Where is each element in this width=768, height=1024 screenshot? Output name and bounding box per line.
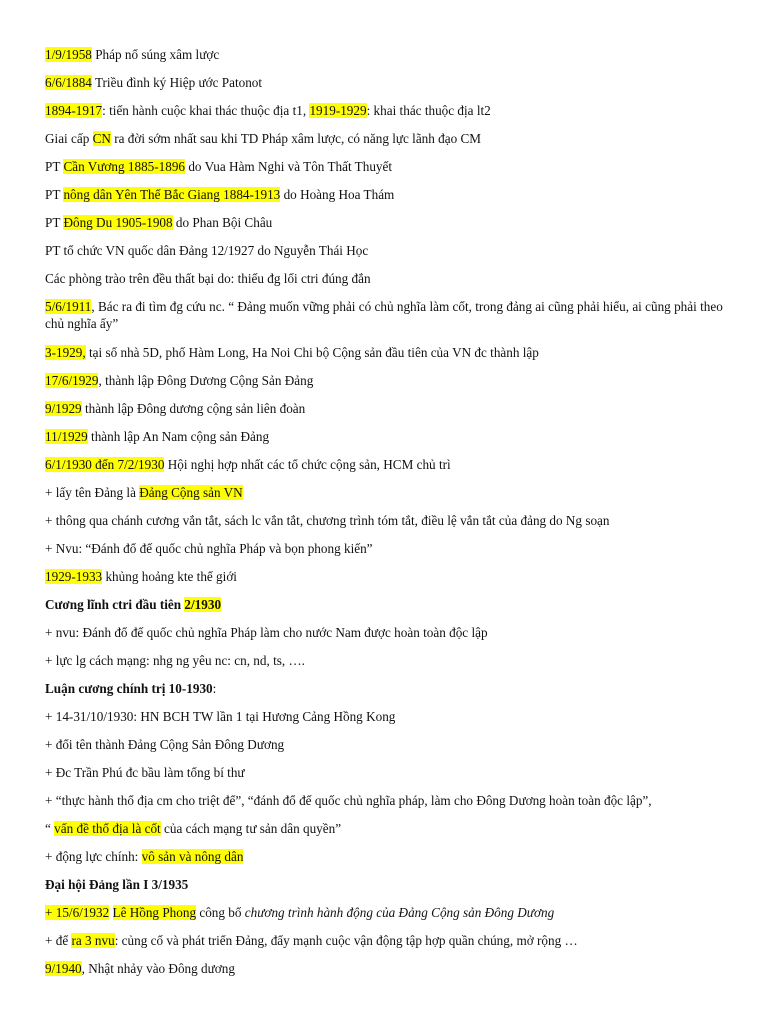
text-line bbox=[45, 736, 735, 753]
text-line bbox=[45, 708, 735, 725]
highlighted-text: 6/1/1930 đến 7/2/1930 bbox=[45, 457, 165, 472]
text-segment: công bố bbox=[196, 905, 245, 920]
text-line bbox=[45, 512, 735, 529]
highlighted-text: 11/1929 bbox=[45, 429, 88, 444]
highlighted-text: 9/1940 bbox=[45, 961, 82, 976]
text-segment: , Bác ra đi tìm đg cứu nc. “ Đảng muốn vững phải có chủ nghĩa làm cốt, trong đảng ai cũng phải hiểu, ai cũng phải theo chủ nghĩa ấy” bbox=[45, 299, 723, 331]
text-line bbox=[45, 596, 735, 613]
text-segment: + 14-31/10/1930: HN BCH TW lần 1 tại Hương Cảng Hồng Kong bbox=[45, 709, 396, 724]
text-line bbox=[45, 540, 735, 557]
text-line bbox=[45, 158, 735, 175]
text-line bbox=[45, 652, 735, 669]
text-segment: Các phòng trào trên đều thất bại do: thiếu đg lối ctri đúng đắn bbox=[45, 271, 371, 286]
text-segment: + để bbox=[45, 933, 72, 948]
text-segment: Cương lĩnh ctri đầu tiên bbox=[45, 597, 185, 612]
text-segment: do Vua Hàm Nghi và Tôn Thất Thuyết bbox=[185, 159, 393, 174]
text-segment: tại số nhà 5D, phố Hàm Long, Ha Noi Chi bộ Cộng sản đầu tiên của VN đc thành lập bbox=[85, 345, 539, 360]
text-line bbox=[45, 680, 735, 697]
text-segment: + lực lg cách mạng: nhg ng yêu nc: cn, nd, ts, …. bbox=[45, 653, 305, 668]
text-segment: : tiến hành cuộc khai thác thuộc địa t1, bbox=[102, 103, 310, 118]
text-segment: + động lực chính: bbox=[45, 849, 142, 864]
text-line bbox=[45, 344, 735, 361]
text-segment: do Hoàng Hoa Thám bbox=[280, 187, 395, 202]
text-segment: : khai thác thuộc địa lt2 bbox=[366, 103, 491, 118]
highlighted-text: 2/1930 bbox=[184, 597, 222, 612]
text-line bbox=[45, 876, 735, 893]
highlighted-text: Lê Hồng Phong bbox=[112, 905, 197, 920]
text-segment: , Nhật nhảy vào Đông dương bbox=[81, 961, 235, 976]
highlighted-text: Đông Du 1905-1908 bbox=[63, 215, 173, 230]
highlighted-text: 1/9/1958 bbox=[45, 47, 92, 62]
text-segment: “ bbox=[45, 821, 55, 836]
text-segment: PT bbox=[45, 215, 64, 230]
text-line bbox=[45, 214, 735, 231]
text-segment: Đại hội Đảng lần I 3/1935 bbox=[45, 877, 189, 892]
text-segment: khủng hoảng kte thế giới bbox=[102, 569, 237, 584]
text-segment: Hội nghị hợp nhất các tổ chức cộng sản, HCM chủ trì bbox=[164, 457, 451, 472]
text-segment: ra đời sớm nhất sau khi TD Pháp xâm lược, có năng lực lãnh đạo CM bbox=[110, 131, 482, 146]
highlighted-text: CN bbox=[92, 131, 111, 146]
text-segment: + nvu: Đánh đổ đế quốc chủ nghĩa Pháp làm cho nước Nam được hoàn toàn độc lập bbox=[45, 625, 488, 640]
text-segment: Pháp nổ súng xâm lược bbox=[91, 47, 220, 62]
text-segment: chương trình hành động của Đảng Cộng sản Đông Dương bbox=[244, 905, 555, 920]
text-segment: + thông qua chánh cương vắn tắt, sách lc vắn tắt, chương trình tóm tắt, điều lệ vắn tắt của đảng do Ng soạn bbox=[45, 513, 610, 528]
text-line bbox=[45, 428, 735, 445]
highlighted-text: 9/1929 bbox=[45, 401, 82, 416]
text-segment: Triều đình ký Hiệp ước Patonot bbox=[91, 75, 263, 90]
highlighted-text: 6/6/1884 bbox=[45, 75, 92, 90]
highlighted-text: Đảng Cộng sản VN bbox=[139, 485, 243, 500]
highlighted-text: nông dân Yên Thế Bắc Giang 1884-1913 bbox=[63, 187, 281, 202]
highlighted-text: ra 3 nvu bbox=[71, 933, 115, 948]
text-line bbox=[45, 400, 735, 417]
text-line bbox=[45, 568, 735, 585]
text-line bbox=[45, 792, 735, 809]
text-line bbox=[45, 298, 735, 332]
text-line bbox=[45, 372, 735, 389]
highlighted-text: + 15/6/1932 bbox=[45, 905, 110, 920]
text-line bbox=[45, 820, 735, 837]
text-line bbox=[45, 764, 735, 781]
text-segment: : bbox=[212, 681, 217, 696]
highlighted-text: vấn đề thổ địa là cốt bbox=[54, 821, 161, 836]
text-line bbox=[45, 130, 735, 147]
highlighted-text: 17/6/1929 bbox=[45, 373, 99, 388]
text-segment: + Nvu: “Đánh đổ đế quốc chủ nghĩa Pháp và bọn phong kiến” bbox=[45, 541, 373, 556]
text-segment: + đổi tên thành Đảng Cộng Sản Đông Dương bbox=[45, 737, 285, 752]
highlighted-text: 1919-1929 bbox=[309, 103, 367, 118]
text-line bbox=[45, 242, 735, 259]
highlighted-text: 1929-1933 bbox=[45, 569, 103, 584]
text-line bbox=[45, 484, 735, 501]
text-line bbox=[45, 624, 735, 641]
text-segment: PT tổ chức VN quốc dân Đảng 12/1927 do Nguyễn Thái Học bbox=[45, 243, 369, 258]
text-segment: do Phan Bội Châu bbox=[172, 215, 273, 230]
highlighted-text: 5/6/1911 bbox=[45, 299, 92, 314]
text-segment: PT bbox=[45, 159, 64, 174]
text-segment: + Đc Trần Phú đc bầu làm tổng bí thư bbox=[45, 765, 245, 780]
text-segment: thành lập Đông dương cộng sản liên đoàn bbox=[81, 401, 306, 416]
text-line bbox=[45, 932, 735, 949]
text-line bbox=[45, 848, 735, 865]
text-segment: của cách mạng tư sản dân quyền” bbox=[160, 821, 342, 836]
text-segment: Luận cương chính trị 10-1930 bbox=[45, 681, 213, 696]
text-segment: Giai cấp bbox=[45, 131, 93, 146]
highlighted-text: Cần Vương 1885-1896 bbox=[63, 159, 186, 174]
highlighted-text: 1894-1917 bbox=[45, 103, 103, 118]
text-segment: thành lập An Nam cộng sản Đảng bbox=[87, 429, 270, 444]
text-line bbox=[45, 904, 735, 921]
text-segment: : củng cố và phát triển Đảng, đẩy mạnh cuộc vận động tập hợp quần chúng, mở rộng … bbox=[114, 933, 578, 948]
text-line bbox=[45, 186, 735, 203]
text-line bbox=[45, 102, 735, 119]
text-line bbox=[45, 456, 735, 473]
text-segment: , thành lập Đông Dương Cộng Sản Đảng bbox=[98, 373, 314, 388]
text-line bbox=[45, 46, 735, 63]
text-segment: + “thực hành thổ địa cm cho triệt để”, “đánh đổ đế quốc chủ nghĩa pháp, làm cho Đông Dương hoàn toàn độc lập”, bbox=[45, 793, 652, 808]
text-line bbox=[45, 960, 735, 977]
text-line bbox=[45, 270, 735, 287]
text-line bbox=[45, 74, 735, 91]
highlighted-text: vô sản và nông dân bbox=[141, 849, 244, 864]
text-segment: + lấy tên Đảng là bbox=[45, 485, 140, 500]
highlighted-text: 3-1929, bbox=[45, 345, 86, 360]
text-segment: PT bbox=[45, 187, 64, 202]
